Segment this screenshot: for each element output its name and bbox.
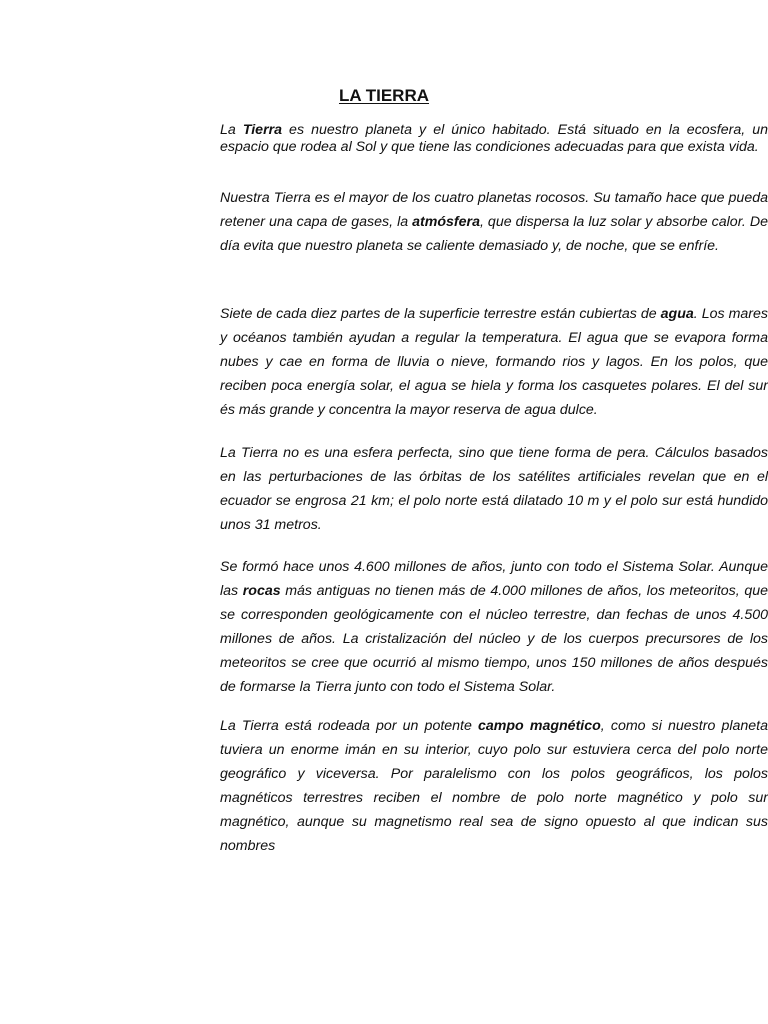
bold-term: agua bbox=[660, 306, 694, 322]
paragraph-4 bbox=[220, 441, 768, 537]
paragraph-5 bbox=[220, 555, 768, 699]
text-run: Se formó hace unos 4.600 millones de años, junto con todo el Sistema Solar. Aunque las bbox=[220, 559, 768, 599]
text-run: , como si nuestro planeta tuviera un enorme imán en su interior, cuyo polo sur estuviera cerca del polo norte geográfico y viceversa. Por paralelismo con los polos geográficos, los polos magnéticos terrestres reciben el nombre de polo norte magnético y polo sur magnético, aunque su magnetismo real sea de signo opuesto al que indican sus nombres bbox=[220, 718, 768, 854]
text-run: más antiguas no tienen más de 4.000 millones de años, los meteoritos, que se corresponden geológicamente con el núcleo terrestre, dan fechas de unos 4.500 millones de años. La cristalización del núcleo y de los cuerpos precursores de los meteoritos se cree que ocurrió al mismo tiempo, unos 150 millones de años después de formarse la Tierra junto con todo el Sistema Solar. bbox=[220, 583, 768, 695]
paragraph-1 bbox=[220, 122, 768, 156]
paragraph-6 bbox=[220, 714, 768, 858]
text-run: La Tierra está rodeada por un potente bbox=[220, 718, 478, 734]
document-title: LA TIERRA bbox=[338, 86, 430, 105]
bold-term: Tierra bbox=[242, 122, 283, 138]
text-run: Siete de cada diez partes de la superficie terrestre están cubiertas de bbox=[220, 306, 661, 322]
text-run: . Los mares y océanos también ayudan a regular la temperatura. El agua que se evapora forma nubes y cae en forma de lluvia o nieve, formando rios y lagos. En los polos, que reciben poca energía solar, el agua se hiela y forma los casquetes polares. El del sur és más grande y concentra la mayor reserva de agua dulce. bbox=[220, 306, 768, 418]
bold-term: rocas bbox=[242, 583, 281, 599]
bold-term: campo magnético bbox=[478, 718, 601, 734]
paragraph-3 bbox=[220, 302, 768, 422]
paragraph-2 bbox=[220, 186, 768, 258]
bold-term: atmósfera bbox=[412, 214, 480, 230]
text-run: La bbox=[220, 122, 243, 138]
text-run: La Tierra no es una esfera perfecta, sino que tiene forma de pera. Cálculos basados en las perturbaciones de las órbitas de los satélites artificiales revelan que en el ecuador se engrosa 21 km; el polo norte está dilatado 10 m y el polo sur está hundido unos 31 metros. bbox=[220, 445, 768, 533]
text-run: Nuestra Tierra es el mayor de los cuatro planetas rocosos. Su tamaño hace que pueda retener una capa de gases, la bbox=[220, 190, 768, 230]
text-run: es nuestro planeta y el único habitado. Está situado en la ecosfera, un espacio que rodea al Sol y que tiene las condiciones adecuadas para que exista vida. bbox=[220, 122, 768, 155]
text-run: , que dispersa la luz solar y absorbe calor. De día evita que nuestro planeta se caliente demasiado y, de noche, que se enfríe. bbox=[220, 214, 768, 254]
